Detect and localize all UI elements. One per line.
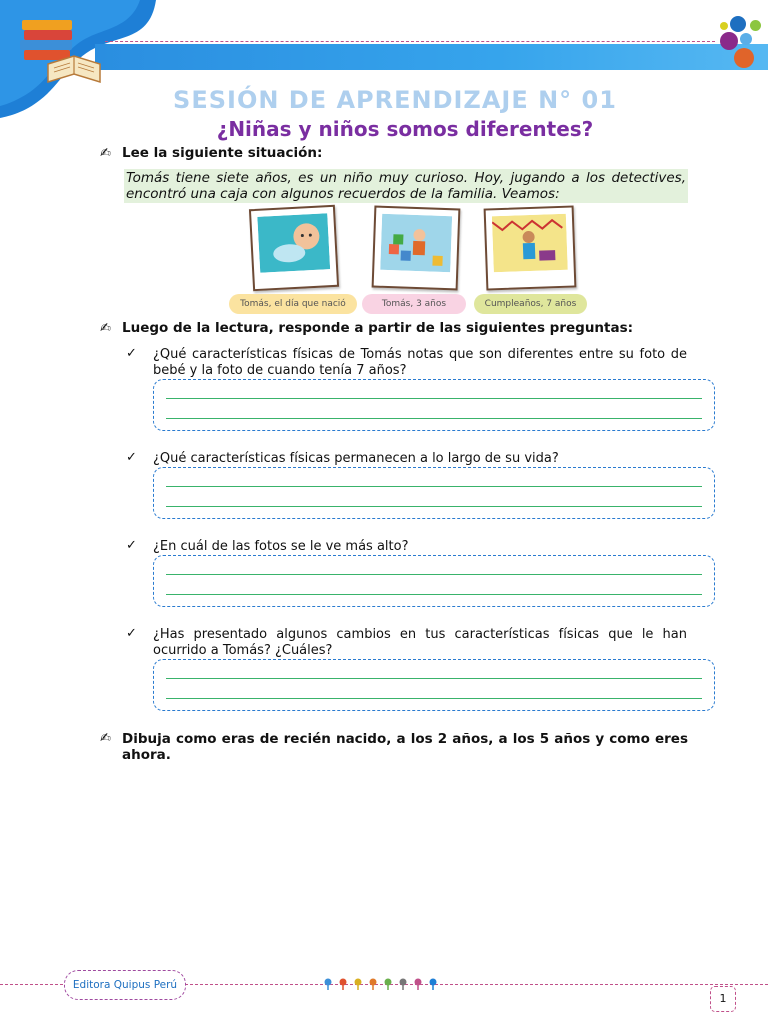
story-text: Tomás tiene siete años, es un niño muy curioso. Hoy, jugando a los detectives, encontró una caja con algunos recuerdos de la familia. Veamos: — [126, 170, 686, 202]
photo-birthday — [484, 205, 577, 290]
answer-box[interactable] — [153, 379, 715, 431]
question-text: ¿Qué características físicas de Tomás notas que son diferentes entre su foto de bebé y la foto de cuando tenía 7 años? — [153, 347, 687, 378]
answer-box[interactable] — [153, 659, 715, 711]
check-icon: ✓ — [126, 538, 137, 553]
question-text: ¿En cuál de las fotos se le ve más alto? — [153, 539, 409, 554]
decor-dot — [740, 33, 752, 45]
toddler-illustration — [380, 214, 452, 272]
answer-line — [166, 678, 702, 679]
instruction-read — [100, 145, 322, 162]
instruction-questions — [100, 320, 633, 337]
check-icon: ✓ — [126, 450, 137, 465]
instruction-draw-text: Dibuja como eras de recién nacido, a los 2 años, a los 5 años y como eres ahora. — [122, 731, 688, 763]
birthday-illustration — [492, 214, 568, 273]
decor-dot — [720, 22, 728, 30]
baby-illustration — [257, 213, 330, 273]
check-icon: ✓ — [126, 346, 137, 361]
photo-baby — [249, 205, 339, 291]
question-text: ¿Qué características físicas permanecen a lo largo de su vida? — [153, 451, 559, 466]
photo-toddler — [372, 206, 461, 291]
instruction-questions-text: Luego de la lectura, responde a partir de las siguientes preguntas: — [122, 320, 634, 336]
answer-box[interactable] — [153, 555, 715, 607]
answer-line — [166, 574, 702, 575]
decor-dot — [720, 32, 738, 50]
instruction-read-text: Lee la siguiente situación: — [122, 145, 323, 161]
photo-caption: Tomás, 3 años — [362, 294, 466, 314]
header-dashed-line — [105, 41, 715, 42]
answer-line — [166, 698, 702, 699]
question-text: ¿Has presentado algunos cambios en tus características físicas que le han ocurrido a Tomás? ¿Cuáles? — [153, 627, 687, 658]
instruction-draw — [100, 731, 688, 763]
page-subtitle: ¿Niñas y niños somos diferentes? — [216, 117, 594, 141]
decor-dot — [750, 20, 761, 31]
answer-line — [166, 506, 702, 507]
writing-hand-icon: ✍ — [100, 146, 111, 161]
header-band — [95, 44, 768, 70]
answer-line — [166, 398, 702, 399]
decor-dot — [730, 16, 746, 32]
answer-box[interactable] — [153, 467, 715, 519]
photo-caption: Tomás, el día que nació — [229, 294, 357, 314]
check-icon: ✓ — [126, 626, 137, 641]
publisher-badge: Editora Quipus Perú — [64, 970, 186, 1000]
answer-line — [166, 418, 702, 419]
books-icon — [18, 12, 106, 88]
writing-hand-icon: ✍ — [100, 321, 111, 336]
page-title: SESIÓN DE APRENDIZAJE N° 01 — [173, 86, 617, 114]
answer-line — [166, 486, 702, 487]
writing-hand-icon: ✍ — [100, 731, 111, 746]
photo-caption: Cumpleaños, 7 años — [474, 294, 587, 314]
page-number: 1 — [710, 986, 736, 1012]
decor-dot — [734, 48, 754, 68]
answer-line — [166, 594, 702, 595]
pencils-icon — [322, 976, 446, 992]
